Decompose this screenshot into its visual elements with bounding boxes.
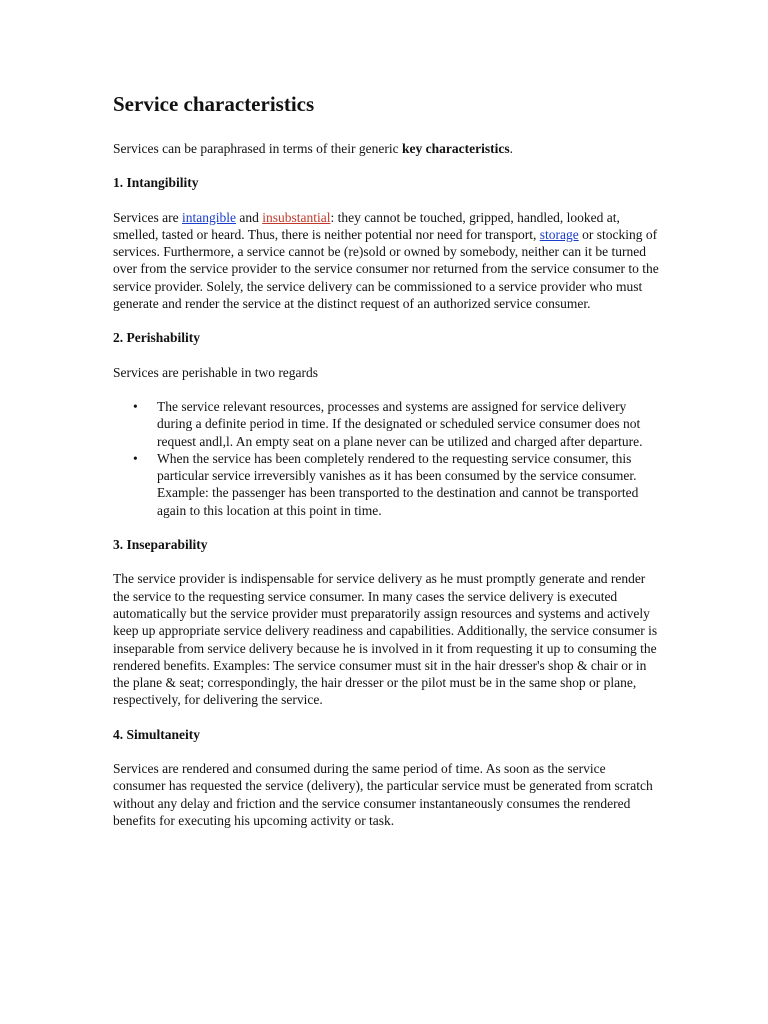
document-page [113, 88, 661, 846]
list-item [133, 398, 661, 450]
list-item [133, 450, 661, 519]
list-item-text: When the service has been completely rendered to the requesting service consumer, this particular service irreversibly vanishes as it has been consumed by the service consumer. Example: the passenger has been transported to the destination and cannot be transported again to this location at this point in time. [157, 450, 639, 518]
inseparability-paragraph: The service provider is indispensable for service delivery as he must promptly generate and render the service to the requesting service consumer. In many cases the service delivery is executed automatically but the service provider must preparatorily assign resources and systems and actively keep up appropriate service delivery readiness and capabilities. Additionally, the service consumer is inseparable from service delivery because he is involved in it from requesting it up to consuming the rendered benefits. Examples: The service consumer must sit in the hair dresser's shop & chair or in the plane & seat; correspondingly, the hair dresser or the pilot must be in the same shop or plane, respectively, for delivering the service. [113, 571, 658, 708]
intangibility-text-1: Services are [113, 209, 182, 225]
insubstantial-link[interactable]: insubstantial [262, 209, 331, 225]
simultaneity-paragraph: Services are rendered and consumed during the same period of time. As soon as the service consumer has requested the service (delivery), the particular service must be generated from scratch without any delay and friction and the service consumer instantaneously consumes the rendered benefits for executing his upcoming activity or task. [113, 761, 653, 828]
section-heading-intangibility: 1. Intangibility [113, 175, 199, 191]
intangibility-text-2: and [235, 209, 263, 225]
perishability-bullet-list [113, 398, 661, 519]
list-item-text: The service relevant resources, processes and systems are assigned for service delivery during a definite period in time. If the designated or scheduled service consumer does not request andl,l. An empty seat on a plane never can be utilized and charged after departure. [157, 398, 643, 449]
intangible-link[interactable]: intangible [181, 209, 236, 225]
intangibility-text-3: : they cannot be touched, gripped, handled, looked at, smelled, tasted or heard. Thus, there is neither potential nor need for transport, [113, 209, 620, 242]
section-heading-perishability: 2. Perishability [113, 330, 200, 346]
intangibility-paragraph [113, 209, 661, 313]
page-title: Service characteristics [113, 92, 315, 116]
intro-text: Services can be paraphrased in terms of their generic [113, 141, 402, 156]
intro-end: . [509, 141, 513, 156]
intro-bold-text: key characteristics [402, 141, 510, 156]
storage-link[interactable]: storage [539, 226, 579, 242]
perishability-lead: Services are perishable in two regards [113, 364, 319, 380]
section-heading-simultaneity: 4. Simultaneity [113, 726, 201, 742]
bullet-icon: • [133, 398, 138, 414]
intro-paragraph [113, 140, 661, 157]
bullet-icon: • [133, 450, 138, 466]
section-heading-inseparability: 3. Inseparability [113, 537, 208, 553]
intangibility-text-4: or stocking of services. Furthermore, a service cannot be (re)sold or owned by somebody, neither can it be turned over from the service provider to the service consumer nor returned from the service consumer to the service provider. Solely, the service delivery can be commissioned to a service provider who must generate and render the service at the distinct request of an authorized service consumer. [113, 226, 659, 312]
